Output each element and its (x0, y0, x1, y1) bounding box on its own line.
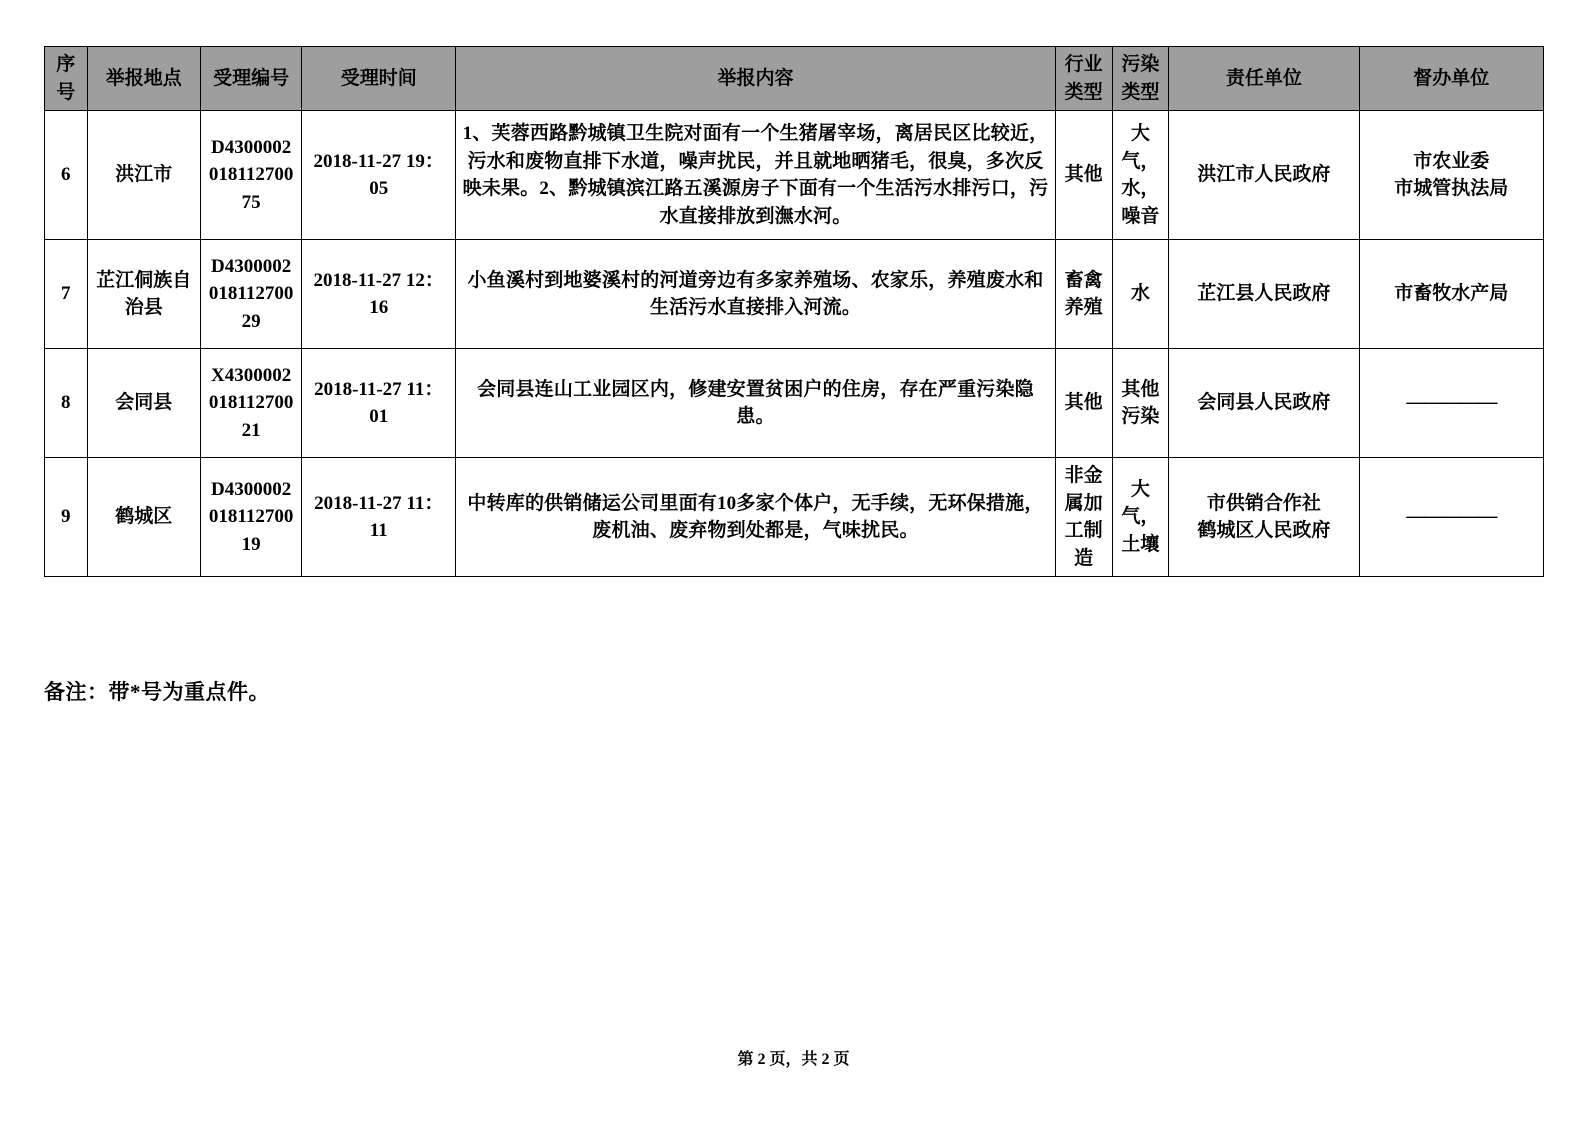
table-row (45, 349, 1544, 458)
complaint-table (44, 46, 1544, 577)
cell-supervisor: 市农业委 市城管执法局 (1359, 111, 1543, 240)
table-header (45, 47, 1544, 111)
header-responsible: 责任单位 (1169, 47, 1359, 111)
cell-industry: 畜禽养殖 (1055, 240, 1112, 349)
table-row (45, 111, 1544, 240)
header-pollution: 污染类型 (1112, 47, 1169, 111)
cell-supervisor: ————— (1359, 458, 1543, 577)
page-footer: 第 2 页，共 2 页 (737, 1051, 850, 1068)
cell-pollution: 大气，水，噪音 (1112, 111, 1169, 240)
cell-place: 洪江市 (87, 111, 200, 240)
cell-pollution: 大气，土壤 (1112, 458, 1169, 577)
table-row (45, 458, 1544, 577)
header-time: 受理时间 (302, 47, 456, 111)
cell-seq: 6 (45, 111, 88, 240)
cell-seq: 7 (45, 240, 88, 349)
cell-supervisor: ————— (1359, 349, 1543, 458)
cell-place: 芷江侗族自治县 (87, 240, 200, 349)
cell-responsible: 洪江市人民政府 (1169, 111, 1359, 240)
cell-time: 2018-11-27 12：16 (302, 240, 456, 349)
cell-responsible: 市供销合作社 鹤城区人民政府 (1169, 458, 1359, 577)
cell-seq: 9 (45, 458, 88, 577)
cell-seq: 8 (45, 349, 88, 458)
cell-content: 1、芙蓉西路黔城镇卫生院对面有一个生猪屠宰场，离居民区比较近，污水和废物直排下水道，噪声扰民，并且就地晒猪毛，很臭，多次反映未果。2、黔城镇滨江路五溪源房子下面有一个生活污水排污口，污水直接排放到潕水河。 (456, 111, 1056, 240)
cell-time: 2018-11-27 19：05 (302, 111, 456, 240)
cell-code: D430000201811270019 (200, 458, 301, 577)
cell-content: 会同县连山工业园区内，修建安置贫困户的住房，存在严重污染隐患。 (456, 349, 1056, 458)
cell-supervisor: 市畜牧水产局 (1359, 240, 1543, 349)
cell-pollution: 其他污染 (1112, 349, 1169, 458)
cell-industry: 非金属加工制造 (1055, 458, 1112, 577)
header-place: 举报地点 (87, 47, 200, 111)
cell-code: D430000201811270075 (200, 111, 301, 240)
cell-responsible: 会同县人民政府 (1169, 349, 1359, 458)
cell-industry: 其他 (1055, 111, 1112, 240)
cell-place: 鹤城区 (87, 458, 200, 577)
cell-pollution: 水 (1112, 240, 1169, 349)
cell-code: D430000201811270029 (200, 240, 301, 349)
header-code: 受理编号 (200, 47, 301, 111)
header-supervisor: 督办单位 (1359, 47, 1543, 111)
header-row (45, 47, 1544, 111)
cell-content: 小鱼溪村到地婆溪村的河道旁边有多家养殖场、农家乐，养殖废水和生活污水直接排入河流。 (456, 240, 1056, 349)
table-body (45, 111, 1544, 577)
cell-code: X430000201811270021 (200, 349, 301, 458)
header-industry: 行业类型 (1055, 47, 1112, 111)
header-content: 举报内容 (456, 47, 1056, 111)
header-seq: 序号 (45, 47, 88, 111)
cell-industry: 其他 (1055, 349, 1112, 458)
cell-content: 中转库的供销储运公司里面有10多家个体户，无手续，无环保措施，废机油、废弃物到处都是，气味扰民。 (456, 458, 1056, 577)
cell-responsible: 芷江县人民政府 (1169, 240, 1359, 349)
table-note: 备注：带*号为重点件。 (44, 680, 270, 704)
cell-place: 会同县 (87, 349, 200, 458)
table-row (45, 240, 1544, 349)
cell-time: 2018-11-27 11：11 (302, 458, 456, 577)
cell-time: 2018-11-27 11：01 (302, 349, 456, 458)
